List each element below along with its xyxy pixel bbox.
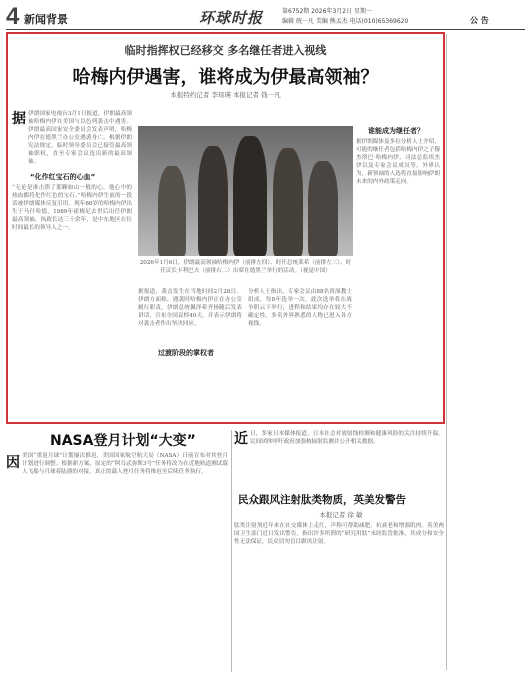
col4-title: 谁能成为继任者？	[368, 127, 424, 135]
issue-line: 第6752期 2026年3月2日 星期一	[282, 8, 372, 15]
section-title: 新闻背景	[24, 13, 68, 26]
col2-paragraph: 据报道，袭击发生在当地时间2月28日。伊朗方面称，遇袭时哈梅内伊正在办公室履行职责。伊朗总统佩泽希齐扬随后发表讲话，宣布全国哀悼40天，并表示伊朗将对袭击者作出坚决回应。	[138, 289, 242, 327]
col4-paragraph: 据伊朗媒体及多位分析人士介绍，可能的继任者包括哈梅内伊之子穆杰塔巴·哈梅内伊、司法总监埃杰伊以及专家会议成员等。外界认为，新领袖的人选将直接影响伊朗未来的内外政策走向。	[356, 139, 440, 185]
page-number: 4	[6, 3, 20, 30]
ad-column	[450, 34, 525, 670]
nasa-drop-cap: 因	[6, 455, 20, 471]
peptide-story: 肽类注射剂近年来在社交媒体上走红，声称可帮助减肥、抗衰老和增强肌肉。英美两国卫生部门近日发出警告，指出许多所谓的“研究用肽”未经监管批准，其成分和安全性无法保证，民众切勿盲目跟风注射。	[234, 523, 444, 545]
main-kicker: 临时指挥权已经移交 多名继任者进入视线	[124, 44, 327, 57]
editor-line: 编辑 统一凡 美编 熊孟杰 电话(010)65369620	[282, 18, 409, 25]
ad-title: 公 告	[470, 16, 489, 25]
newspaper-logo: 环球时报	[199, 9, 264, 27]
main-byline: 本报特约记者 李琰瑛 本报记者 钱一凡	[170, 91, 281, 99]
col3-paragraph: 分析人士指出，专家会议由88名资深教士组成，每8年选举一次。此次选举将在战争阴云下举行，进程和结果均存在较大不确定性。多名外界熟悉的人物已进入各方视线。	[248, 289, 352, 327]
story3-text: 日，多家日本媒体报道，日本社会对放射线检测和健康风险的关注持续升温。民间团体呼吁政府加强核辐射监测并公开相关数据。	[250, 431, 444, 445]
main-headline: 哈梅内伊遇害，谁将成为伊最高领袖？	[72, 67, 379, 88]
column-rule-2	[231, 430, 232, 672]
nasa-story: 美国“重返月球”计划屡次推迟，美国国家航空航天局（NASA）日前宣布对其登月计划进行调整。根据新方案，原定的“阿耳忒弥斯3号”任务将改为在近地轨道测试载人飞船与月球着陆器的对接，真正的载人登月任务将推迟至后续任务执行。	[22, 453, 228, 475]
masthead	[6, 4, 525, 30]
main-story-frame	[6, 32, 445, 424]
subhead-1: “化作红宝石的心血”	[30, 173, 96, 181]
drop-cap: 据	[12, 111, 26, 127]
peptide-headline: 民众跟风注射肽类物质，英美发警告	[238, 494, 406, 506]
photo-caption: 2026年1月6日，伊朗最高领袖哈梅内伊（前排左四）、时任总统莱希（前排左三）、时任议长卡利巴夫（前排右二）出席在德黑兰举行的活动。（视觉中国）	[139, 260, 352, 274]
peptide-byline: 本报记者 徐 敏	[319, 511, 363, 519]
story3-drop-cap: 近	[234, 431, 248, 447]
subhead-2: 过渡阶段的掌权者	[158, 349, 214, 357]
news-photo	[138, 126, 353, 256]
col1-paragraph: 伊朗国家电视台3月1日报道，伊朗最高领袖哈梅内伊在美国与以色列袭击中遇害。伊朗最高国家安全委员会发表声明，哈梅内伊在德黑兰办公室遇袭身亡。根据伊朗宪法规定，临时领导委员会已接管最高领袖职权，直至专家会议选出新的最高领袖。	[28, 111, 132, 165]
col1-paragraph-2: “无论是谁击溃了那颗如山一般的心，他心中的热血都将化作红色的宝石。”哈梅内伊生前的一段话被伊朗媒体反复引用。现年86岁的哈梅内伊出生于马什哈德，1989年霍梅尼去世后出任伊朗最高领袖，执政长达三十余年，是中东地区在位时间最长的领导人之一。	[12, 185, 132, 231]
column-rule	[446, 34, 447, 670]
nasa-headline: NASA登月计划“大变”	[50, 433, 196, 449]
